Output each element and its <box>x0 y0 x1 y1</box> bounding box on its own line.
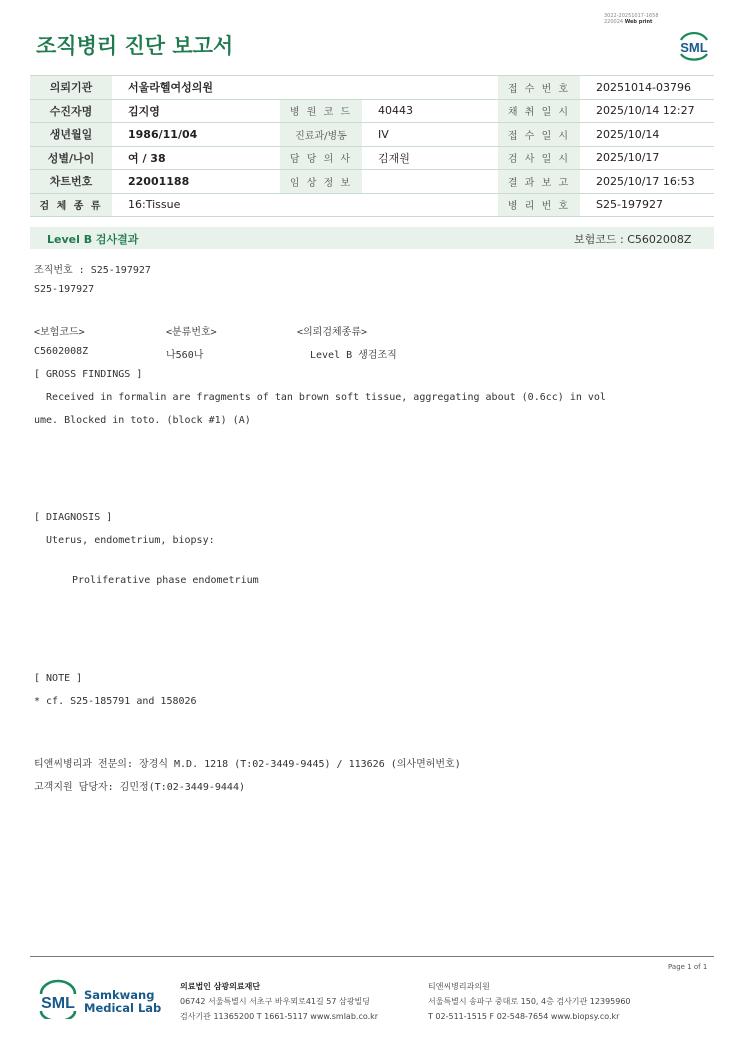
label-birthdate: 생년월일 <box>30 123 112 147</box>
value-birthdate: 1986/11/04 <box>112 123 280 147</box>
stamp-line: 3022-20251017-1658 <box>604 13 659 19</box>
note-line: * cf. S25-185791 and 158026 <box>34 696 197 707</box>
value-chart-no: 22001188 <box>112 170 280 194</box>
support-contact: 고객지원 담당자: 김민정(T:02-3449-9444) <box>34 782 245 793</box>
value-institution: 서울라헬여성의원 <box>112 76 498 100</box>
insurance-code-value: C5602008Z <box>34 346 89 357</box>
table-row <box>30 99 714 123</box>
page-title: 조직병리 진단 보고서 <box>36 34 234 58</box>
header-insurance-code: <보험코드> <box>34 327 85 338</box>
specimen-kind-value: Level B 생검조직 <box>310 350 397 361</box>
foundation-address: 06742 서울특별시 서초구 바우뫼로41길 57 삼광빌딩 <box>180 997 370 1006</box>
label-exam-date: 검 사 일 시 <box>498 146 580 170</box>
classification-value: 나560나 <box>166 350 204 361</box>
stamp-web-print: Web print <box>624 19 653 25</box>
table-row <box>30 123 714 147</box>
value-report-date: 2025/10/17 16:53 <box>580 170 714 194</box>
print-stamp <box>604 13 659 25</box>
value-patient-name: 김지영 <box>112 99 280 123</box>
sml-footer-logo <box>36 979 80 1019</box>
value-doctor: 김재원 <box>362 146 498 170</box>
patient-info-table <box>30 75 714 217</box>
insurance-code: 보험코드 : C5602008Z <box>574 233 692 246</box>
value-exam-date: 2025/10/17 <box>580 146 714 170</box>
label-chart-no: 차트번호 <box>30 170 112 194</box>
header-classification: <분류번호> <box>166 327 217 338</box>
page-number: Page 1 of 1 <box>668 963 708 971</box>
footer-clinic-info <box>428 979 631 1024</box>
table-row <box>30 76 714 100</box>
value-clinical-info <box>362 170 498 194</box>
value-sex-age: 여 / 38 <box>112 146 280 170</box>
pathologist-signature: 티앤씨병리과 전문의: 장경식 M.D. 1218 (T:02-3449-9445) / 113626 (의사면허번호) <box>34 759 461 770</box>
tissue-number-2: S25-197927 <box>34 284 95 295</box>
label-institution: 의뢰기관 <box>30 76 112 100</box>
table-row <box>30 193 714 217</box>
clinic-name: 티앤씨병리과의원 <box>428 982 490 991</box>
stamp-line: 220024 <box>604 19 624 25</box>
value-hospital-code: 40443 <box>362 99 498 123</box>
result-level-label: Level B 검사결과 <box>47 233 139 246</box>
tissue-number: 조직번호 : S25-197927 <box>34 265 151 276</box>
clinic-address: 서울특별시 송파구 중대로 150, 4층 검사기관 12395960 <box>428 997 631 1006</box>
label-clinical-info: 임 상 정 보 <box>280 170 362 194</box>
label-receipt-date: 접 수 일 시 <box>498 123 580 147</box>
label-specimen-type: 검 체 종 류 <box>30 193 112 217</box>
label-sex-age: 성별/나이 <box>30 146 112 170</box>
gross-findings-line: Received in formalin are fragments of tan brown soft tissue, aggregating about (0.6cc) in vol <box>34 392 606 403</box>
value-receipt-no: 20251014-03796 <box>580 76 714 100</box>
table-row <box>30 146 714 170</box>
label-department: 진료과/병동 <box>280 123 362 147</box>
value-receipt-date: 2025/10/14 <box>580 123 714 147</box>
table-row <box>30 170 714 194</box>
footer-foundation-info <box>180 979 378 1024</box>
diagnosis-heading: [ DIAGNOSIS ] <box>34 512 113 523</box>
footer-divider <box>30 956 714 957</box>
sml-logo <box>676 27 712 61</box>
value-pathology-no: S25-197927 <box>580 193 714 217</box>
value-specimen-type: 16:Tissue <box>112 193 498 217</box>
value-department: IV <box>362 123 498 147</box>
gross-findings-line: ume. Blocked in toto. (block #1) (A) <box>34 415 251 426</box>
brand-line: Medical Lab <box>84 1001 162 1015</box>
foundation-contact: 검사기관 11365200 T 1661-5117 www.smlab.co.kr <box>180 1012 379 1021</box>
value-collection-date: 2025/10/14 12:27 <box>580 99 714 123</box>
diagnosis-site: Uterus, endometrium, biopsy: <box>34 535 215 546</box>
gross-findings-heading: [ GROSS FINDINGS ] <box>34 369 143 380</box>
footer-brand <box>84 989 161 1015</box>
note-heading: [ NOTE ] <box>34 673 83 684</box>
footer-logo-text: SML <box>41 995 75 1012</box>
foundation-name: 의료법인 삼광의료재단 <box>180 982 261 991</box>
diagnosis-result: Proliferative phase endometrium <box>72 575 259 586</box>
label-patient-name: 수진자명 <box>30 99 112 123</box>
label-receipt-no: 접 수 번 호 <box>498 76 580 100</box>
header-specimen-kind: <의뢰검체종류> <box>297 327 368 338</box>
label-report-date: 결 과 보 고 <box>498 170 580 194</box>
label-pathology-no: 병 리 번 호 <box>498 193 580 217</box>
label-hospital-code: 병 원 코 드 <box>280 99 362 123</box>
logo-text: SML <box>680 40 708 55</box>
label-collection-date: 채 취 일 시 <box>498 99 580 123</box>
brand-line: Samkwang <box>84 988 155 1002</box>
label-doctor: 담 당 의 사 <box>280 146 362 170</box>
clinic-contact: T 02-511-1515 F 02-548-7654 www.biopsy.co.kr <box>428 1012 620 1021</box>
